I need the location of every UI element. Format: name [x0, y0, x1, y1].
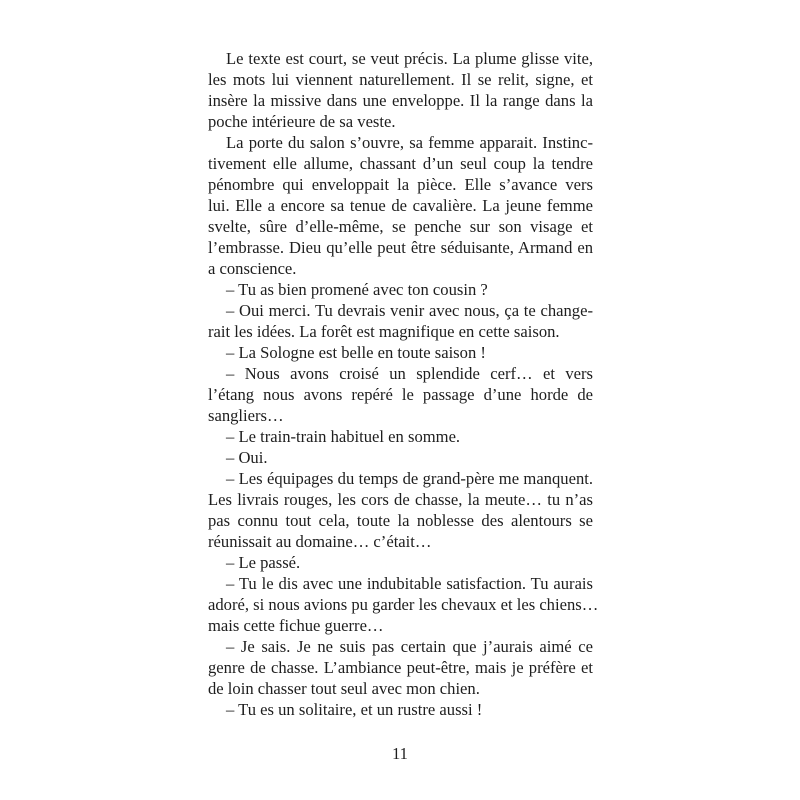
text-line: genre de chasse. L’ambiance peut-être, mais je préfère et: [208, 658, 593, 677]
text-line: pénombre qui enveloppait la pièce. Elle s’avance vers: [208, 175, 593, 194]
text-line: adoré, si nous avions pu garder les chevaux et les chiens…: [208, 595, 599, 614]
text-line: lui. Elle a encore sa tenue de cavalière. La jeune femme: [208, 196, 593, 215]
text-line: l’embrasse. Dieu qu’elle peut être séduisante, Armand en: [208, 238, 593, 257]
text-line: tivement elle allume, chassant d’un seul coup la tendre: [208, 154, 593, 173]
text-line: Les livrais rouges, les cors de chasse, la meute… tu n’as: [208, 490, 593, 509]
dialogue-line: – Je sais. Je ne suis pas certain que j’aurais aimé ce: [226, 637, 593, 656]
dialogue-line: – Le train-train habituel en somme.: [226, 427, 461, 446]
text-line: Le texte est court, se veut précis. La plume glisse vite,: [226, 49, 593, 68]
text-line: La porte du salon s’ouvre, sa femme apparait. Instinc-: [226, 133, 593, 152]
page-number: 11: [392, 744, 408, 763]
text-line: pas connu tout cela, toute la noblesse des alentours se: [208, 511, 593, 530]
text-line: a conscience.: [208, 259, 297, 278]
dialogue-line: – La Sologne est belle en toute saison !: [226, 343, 486, 362]
text-line: l’étang nous avons repéré le passage d’une horde de: [208, 385, 593, 404]
dialogue-line: – Nous avons croisé un splendide cerf… et vers: [226, 364, 593, 383]
dialogue-line: – Le passé.: [226, 553, 301, 572]
text-line: de loin chasser tout seul avec mon chien.: [208, 679, 480, 698]
dialogue-line: – Tu le dis avec une indubitable satisfaction. Tu aurais: [226, 574, 593, 593]
dialogue-line: – Tu as bien promené avec ton cousin ?: [226, 280, 488, 299]
text-line: insère la missive dans une enveloppe. Il la range dans la: [208, 91, 593, 110]
dialogue-line: – Tu es un solitaire, et un rustre aussi !: [226, 700, 483, 719]
dialogue-line: – Oui merci. Tu devrais venir avec nous, ça te change-: [226, 301, 593, 320]
text-line: poche intérieure de sa veste.: [208, 112, 396, 131]
text-line: rait les idées. La forêt est magnifique en cette saison.: [208, 322, 560, 341]
text-line: sangliers…: [208, 406, 284, 425]
text-line: réunissait au domaine… c’était…: [208, 532, 432, 551]
text-line: les mots lui viennent naturellement. Il se relit, signe, et: [208, 70, 593, 89]
text-line: mais cette fichue guerre…: [208, 616, 384, 635]
dialogue-line: – Oui.: [226, 448, 268, 467]
dialogue-line: – Les équipages du temps de grand-père me manquent.: [226, 469, 593, 488]
text-line: svelte, sûre d’elle-même, se penche sur son visage et: [208, 217, 593, 236]
